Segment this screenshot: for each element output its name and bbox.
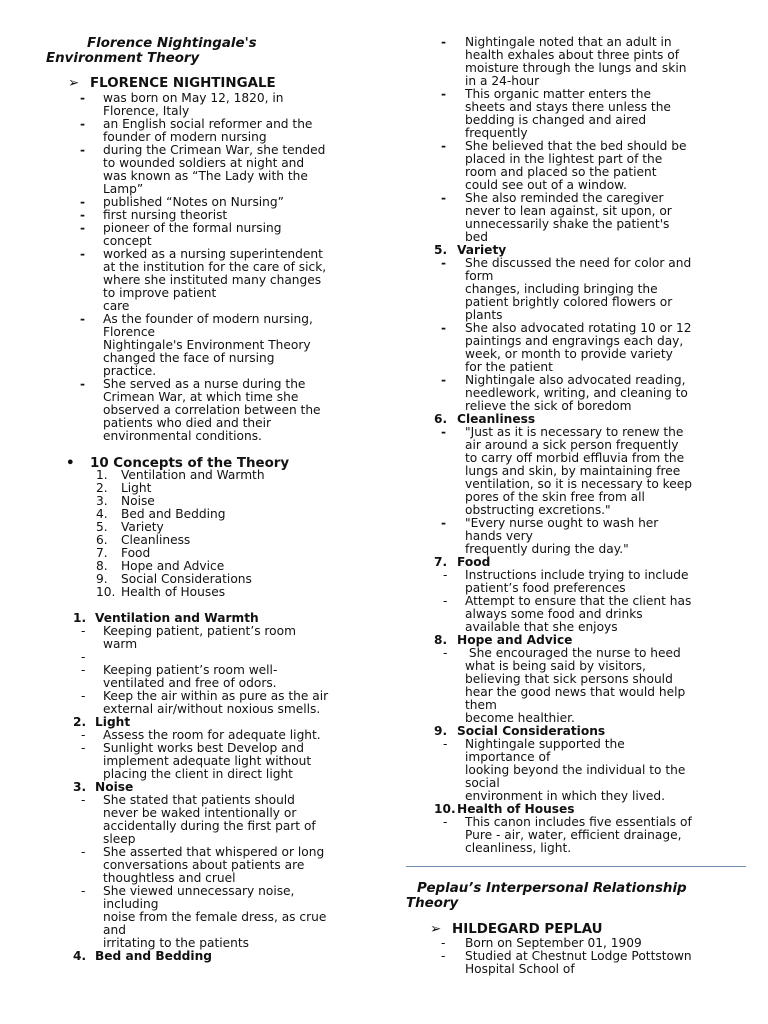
bed-item-text: health exhales about three pints of: [465, 48, 680, 62]
section-item-dash: -: [443, 568, 448, 582]
fn-bullet-text: Lamp”: [103, 182, 144, 196]
bed-item-text: room and placed so the patient: [465, 165, 657, 179]
bed-item-dash: -: [441, 35, 447, 49]
section-item-dash: -: [81, 624, 86, 638]
section-item-text: believing that sick persons should: [465, 672, 673, 686]
peplau-item-text: Studied at Chestnut Lodge Pottstown: [465, 949, 692, 963]
section-item-text: Attempt to ensure that the client has: [465, 594, 692, 608]
section-item-text: Sunlight works best Develop and: [103, 741, 304, 755]
section-item-text: form: [465, 269, 494, 283]
section-item-text: ventilated and free of odors.: [103, 676, 277, 690]
bed-item-text: Nightingale noted that an adult in: [465, 35, 672, 49]
fn-bullet-text: published “Notes on Nursing”: [103, 195, 284, 209]
section-item-dash: -: [81, 793, 86, 807]
section-item-text: "Just as it is necessary to renew the: [465, 425, 684, 439]
fn-bullet-text: care: [103, 299, 130, 313]
fn-bullet-text: patients who died and their: [103, 416, 272, 430]
section-item-dash: -: [443, 646, 448, 660]
section-item-text: social: [465, 776, 500, 790]
fn-bullet-text: an English social reformer and the: [103, 117, 313, 131]
peplau-item-text: Born on September 01, 1909: [465, 936, 642, 950]
concept-item: Bed and Bedding: [121, 507, 226, 521]
section-item-text: Instructions include trying to include: [465, 568, 689, 582]
section-item-dash: -: [443, 815, 448, 829]
section-item-dash: -: [443, 737, 448, 751]
peplau-item-dash: -: [441, 949, 446, 963]
section-item-text: accidentally during the first part of: [103, 819, 316, 833]
section-item-text: She viewed unnecessary noise,: [103, 884, 295, 898]
concept-item: Hope and Advice: [121, 559, 225, 573]
concept-number: 2.: [96, 481, 108, 495]
section-item-text: lungs and skin, by maintaining free: [465, 464, 681, 478]
section-item-text: Assess the room for adequate light.: [103, 728, 321, 742]
peplau-item-text: Hospital School of: [465, 962, 575, 976]
peplau-item-dash: -: [441, 936, 446, 950]
section-item-text: sleep: [103, 832, 136, 846]
section-divider: [406, 866, 746, 867]
concept-number: 9.: [96, 572, 108, 586]
fn-bullet-dash: -: [80, 208, 86, 222]
concept-number: 8.: [96, 559, 108, 573]
bed-item-text: bed: [465, 230, 488, 244]
fn-bullet-dash: -: [80, 312, 86, 326]
section-item-text: pores of the skin free from all: [465, 490, 645, 504]
section-item-dash: -: [441, 256, 447, 270]
section-item-text: obstructing excretions.": [465, 503, 611, 517]
section-item-text: Nightingale supported the: [465, 737, 625, 751]
section-item-text: patient brightly colored flowers or: [465, 295, 673, 309]
section-item-text: Keep the air within as pure as the air: [103, 689, 329, 703]
section-item-text: changes, including bringing the: [465, 282, 658, 296]
fn-bullet-text: observed a correlation between the: [103, 403, 321, 417]
bed-item-text: frequently: [465, 126, 528, 140]
section-number: 7.: [434, 555, 448, 569]
section-item-text: become healthier.: [465, 711, 575, 725]
section-item-text: cleanliness, light.: [465, 841, 572, 855]
section-item-text: what is being said by visitors,: [465, 659, 646, 673]
section-item-dash: -: [441, 516, 447, 530]
section-item-dash: -: [81, 845, 86, 859]
section-item-text: ventilation, so it is necessary to keep: [465, 477, 693, 491]
section-heading: Cleanliness: [457, 412, 536, 426]
bullet-icon: •: [66, 456, 75, 471]
section-item-text: paintings and engravings each day,: [465, 334, 684, 348]
section-item-text: thoughtless and cruel: [103, 871, 236, 885]
section-item-text: conversations about patients are: [103, 858, 305, 872]
section-heading: Variety: [457, 243, 507, 257]
section-heading: HILDEGARD PEPLAU: [452, 922, 603, 937]
concept-number: 6.: [96, 533, 108, 547]
section-item-text: to carry off morbid effluvia from the: [465, 451, 685, 465]
peplau-title: Peplau’s Interpersonal Relationship: [417, 881, 687, 896]
fn-bullet-text: to wounded soldiers at night and: [103, 156, 305, 170]
section-item-text: patient’s food preferences: [465, 581, 626, 595]
section-item-text: environment in which they lived.: [465, 789, 666, 803]
concept-number: 7.: [96, 546, 108, 560]
section-item-text: "Every nurse ought to wash her: [465, 516, 659, 530]
section-item-text: hands very: [465, 529, 533, 543]
concept-number: 4.: [96, 507, 108, 521]
section-number: 9.: [434, 724, 448, 738]
bed-item-text: moisture through the lungs and skin: [465, 61, 687, 75]
fn-bullet-text: pioneer of the formal nursing: [103, 221, 282, 235]
concept-number: 10.: [96, 585, 116, 599]
fn-bullet-text: first nursing theorist: [103, 208, 228, 222]
section-number: 10.: [434, 802, 456, 816]
section-item-text: available that she enjoys: [465, 620, 618, 634]
section-item-text: importance of: [465, 750, 551, 764]
bed-item-text: This organic matter enters the: [465, 87, 651, 101]
bed-item-dash: -: [441, 139, 447, 153]
section-item-text: Keeping patient’s room well-: [103, 663, 278, 677]
section-item-text: for the patient: [465, 360, 553, 374]
bed-item-text: could see out of a window.: [465, 178, 627, 192]
bed-item-text: She believed that the bed should be: [465, 139, 687, 153]
bed-item-text: bedding is changed and aired: [465, 113, 647, 127]
section-item-dash: -: [441, 425, 447, 439]
section-number: 4.: [73, 949, 87, 963]
fn-bullet-text: was known as “The Lady with the: [103, 169, 308, 183]
section-item-text: always some food and drinks: [465, 607, 643, 621]
section-heading: FLORENCE NIGHTINGALE: [90, 76, 276, 91]
arrow-bullet-icon: ➢: [430, 922, 442, 937]
concept-number: 5.: [96, 520, 108, 534]
section-item-dash: -: [441, 373, 447, 387]
section-item-text: plants: [465, 308, 503, 322]
section-item-text: week, or month to provide variety: [465, 347, 673, 361]
section-item-text: noise from the female dress, as crue: [103, 910, 327, 924]
section-item-text: She asserted that whispered or long: [103, 845, 325, 859]
section-number: 1.: [73, 611, 87, 625]
page-title: Florence Nightingale's: [87, 36, 257, 51]
fn-bullet-dash: -: [80, 247, 86, 261]
bed-item-text: unnecessarily shake the patient's: [465, 217, 670, 231]
section-item-text: placing the client in direct light: [103, 767, 293, 781]
bed-item-text: placed in the lightest part of the: [465, 152, 663, 166]
section-item-text: She encouraged the nurse to heed: [465, 646, 681, 660]
section-item-text: looking beyond the individual to the: [465, 763, 686, 777]
fn-bullet-dash: -: [80, 195, 86, 209]
bed-item-text: in a 24-hour: [465, 74, 540, 88]
section-item-dash: -: [81, 741, 86, 755]
section-number: 8.: [434, 633, 448, 647]
section-item-text: She also advocated rotating 10 or 12: [465, 321, 692, 335]
concept-item: Food: [121, 546, 151, 560]
section-item-text: Keeping patient, patient’s room: [103, 624, 296, 638]
fn-bullet-dash: -: [80, 143, 86, 157]
concept-item: Cleanliness: [121, 533, 191, 547]
arrow-bullet-icon: ➢: [68, 76, 80, 91]
section-item-text: hear the good news that would help: [465, 685, 686, 699]
section-heading: 10 Concepts of the Theory: [90, 456, 290, 471]
fn-bullet-dash: -: [80, 117, 86, 131]
section-item-text: frequently during the day.": [465, 542, 629, 556]
section-item-text: external air/without noxious smells.: [103, 702, 321, 716]
section-heading: Food: [457, 555, 491, 569]
bed-item-text: never to lean against, sit upon, or: [465, 204, 672, 218]
section-item-dash: -: [443, 594, 448, 608]
section-item-dash: -: [81, 663, 86, 677]
fn-bullet-text: concept: [103, 234, 152, 248]
concept-item: Health of Houses: [121, 585, 226, 599]
concept-number: 3.: [96, 494, 108, 508]
fn-bullet-text: practice.: [103, 364, 157, 378]
fn-bullet-dash: -: [80, 377, 86, 391]
section-item-dash: -: [81, 884, 86, 898]
section-item-text: never be waked intentionally or: [103, 806, 297, 820]
fn-bullet-text: where she instituted many changes: [103, 273, 322, 287]
fn-bullet-text: was born on May 12, 1820, in: [103, 91, 284, 105]
fn-bullet-text: at the institution for the care of sick,: [103, 260, 327, 274]
bed-item-text: She also reminded the caregiver: [465, 191, 664, 205]
section-item-text: She stated that patients should: [103, 793, 295, 807]
bed-item-dash: -: [441, 191, 447, 205]
section-number: 5.: [434, 243, 448, 257]
fn-bullet-text: during the Crimean War, she tended: [103, 143, 326, 157]
fn-bullet-text: As the founder of modern nursing,: [103, 312, 313, 326]
fn-bullet-dash: -: [80, 91, 86, 105]
section-item-dash: -: [81, 728, 86, 742]
concept-item: Social Considerations: [121, 572, 252, 586]
fn-bullet-text: Florence: [103, 325, 156, 339]
section-item-text: She discussed the need for color and: [465, 256, 692, 270]
fn-bullet-text: She served as a nurse during the: [103, 377, 306, 391]
section-item-text: relieve the sick of boredom: [465, 399, 632, 413]
section-heading: Social Considerations: [457, 724, 606, 738]
section-item-text: implement adequate light without: [103, 754, 312, 768]
section-number: 2.: [73, 715, 87, 729]
fn-bullet-dash: -: [80, 221, 86, 235]
concept-number: 1.: [96, 468, 108, 482]
section-item-dash: -: [441, 321, 447, 335]
fn-bullet-text: Crimean War, at which time she: [103, 390, 299, 404]
section-heading: Ventilation and Warmth: [95, 611, 259, 625]
section-number: 6.: [434, 412, 448, 426]
fn-bullet-text: changed the face of nursing: [103, 351, 275, 365]
page-title: Environment Theory: [46, 51, 200, 66]
bed-item-text: sheets and stays there unless the: [465, 100, 671, 114]
section-item-text: irritating to the patients: [103, 936, 250, 950]
fn-bullet-text: founder of modern nursing: [103, 130, 267, 144]
bed-item-dash: -: [441, 87, 447, 101]
section-heading: Health of Houses: [457, 802, 575, 816]
peplau-title: Theory: [406, 896, 459, 911]
section-heading: Light: [95, 715, 131, 729]
fn-bullet-text: Florence, Italy: [103, 104, 190, 118]
concept-item: Noise: [121, 494, 155, 508]
section-item-text: and: [103, 923, 126, 937]
fn-bullet-text: worked as a nursing superintendent: [103, 247, 323, 261]
section-heading: Noise: [95, 780, 134, 794]
concept-item: Ventilation and Warmth: [121, 468, 265, 482]
section-item-text: them: [465, 698, 497, 712]
concept-item: Variety: [121, 520, 164, 534]
section-item-text: Pure - air, water, efficient drainage,: [465, 828, 682, 842]
section-item-text: Nightingale also advocated reading,: [465, 373, 686, 387]
section-number: 3.: [73, 780, 87, 794]
section-item-dash: -: [81, 650, 86, 664]
section-item-text: needlework, writing, and cleaning to: [465, 386, 688, 400]
section-item-dash: -: [81, 689, 86, 703]
section-item-text: including: [103, 897, 159, 911]
section-item-text: air around a sick person frequently: [465, 438, 679, 452]
concept-item: Light: [121, 481, 152, 495]
section-heading: Hope and Advice: [457, 633, 573, 647]
fn-bullet-text: environmental conditions.: [103, 429, 262, 443]
fn-bullet-text: Nightingale's Environment Theory: [103, 338, 311, 352]
fn-bullet-text: to improve patient: [103, 286, 217, 300]
section-heading: Bed and Bedding: [95, 949, 212, 963]
section-item-text: This canon includes five essentials of: [465, 815, 692, 829]
section-item-text: warm: [103, 637, 138, 651]
